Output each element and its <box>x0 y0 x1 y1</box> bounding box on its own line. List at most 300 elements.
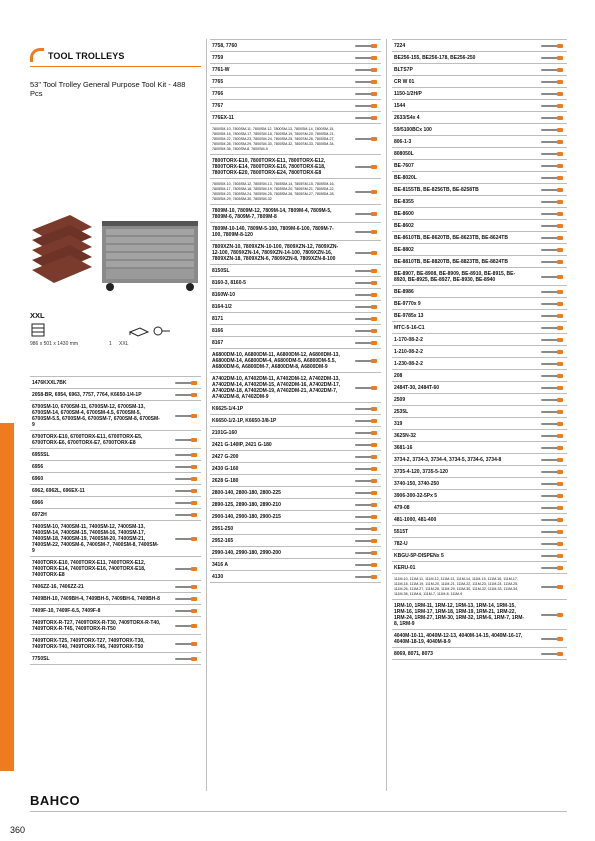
part-row <box>392 630 567 648</box>
tool-thumbnail-icon <box>353 291 379 299</box>
tool-thumbnail-icon <box>539 552 565 560</box>
part-row <box>392 490 567 502</box>
part-number: 7809M-10-140, 7809M-5-100, 7809M-6-100, 7809M-7-100, 7809M-8-120 <box>212 226 334 238</box>
part-number: 2633/S4x 4 <box>394 115 420 121</box>
part-number: CR W 01 <box>394 79 415 85</box>
page-number: 360 <box>10 825 26 835</box>
part-row <box>392 600 567 630</box>
tool-thumbnail-icon <box>539 324 565 332</box>
part-number: 8160-3, 8160-5 <box>212 280 246 286</box>
part-row <box>210 76 381 88</box>
part-number: K6650-1/2-1P, K6650-3/8-1P <box>212 418 277 424</box>
tool-thumbnail-icon <box>539 78 565 86</box>
tool-thumbnail-icon <box>353 303 379 311</box>
part-number: 1544 <box>394 103 406 109</box>
part-row <box>210 451 381 463</box>
tool-thumbnail-icon <box>173 607 199 615</box>
part-number: 2509 <box>394 397 406 403</box>
tool-thumbnail-icon <box>173 595 199 603</box>
part-row <box>392 442 567 454</box>
part-row <box>392 370 567 382</box>
tool-thumbnail-icon <box>539 246 565 254</box>
tool-thumbnail-icon <box>539 432 565 440</box>
tool-thumbnail-icon <box>353 489 379 497</box>
part-row <box>392 256 567 268</box>
tool-thumbnail-icon <box>539 396 565 404</box>
part-row <box>30 449 201 461</box>
part-number: 3906-300-32-5Px 5 <box>394 493 438 499</box>
cabinet-icon <box>102 221 198 291</box>
tool-trolley-image <box>30 175 201 297</box>
part-number: BE-8986 <box>394 289 414 295</box>
part-number: KBGU-5P-DISPENx 5 <box>394 553 444 559</box>
part-number: 6955SL <box>32 452 50 458</box>
part-number: BE-9785x 13 <box>394 313 424 319</box>
footer-rule <box>30 811 567 812</box>
part-number: 3735-4-120, 3735-5-120 <box>394 469 448 475</box>
tool-thumbnail-icon <box>539 583 565 591</box>
part-row <box>392 550 567 562</box>
part-row <box>210 112 381 124</box>
part-number: 2430 G-160 <box>212 466 239 472</box>
column-divider <box>206 39 207 791</box>
drawer-trays-icon <box>32 215 92 283</box>
part-row <box>392 100 567 112</box>
part-row <box>392 526 567 538</box>
part-number: 2058-BR, 6954, 6963, 7757, 7764, K6650-1/4-1P <box>32 392 142 398</box>
part-row <box>392 358 567 370</box>
dimensions: 986 x 501 x 1430 mm <box>30 341 79 347</box>
part-number: 7800SM-10, 7800SM-11, 7800SM-12, 7800SM-13, 7800SM-14, 7800SM-15, 7800SM-16, 7800SM-17, 7800SM-18, 7800SM-19, 7800SM-20, 7800SM-21, 7800SM-22, 7800SM-23, 7800SM-24, 7800SM-25, 7800SM-26, 7800SM-27, 7800SM-28, 7800SM-29, 7800SM-30, 7800SM-32, 7800SM-33, 7800SM-34, 7800SM-36, 7800SM-8, 7800SM-9 <box>212 127 335 151</box>
tool-thumbnail-icon <box>539 408 565 416</box>
part-row <box>210 373 381 403</box>
tool-thumbnail-icon <box>173 583 199 591</box>
part-number: BE-8810TB, BE-8820TB, BE-8823TB, BE-8824TB <box>394 259 508 265</box>
tool-thumbnail-icon <box>539 273 565 281</box>
part-row <box>392 232 567 244</box>
tool-thumbnail-icon <box>539 222 565 230</box>
part-number: 7761-W <box>212 67 230 73</box>
tool-thumbnail-icon <box>539 162 565 170</box>
tool-thumbnail-icon <box>353 441 379 449</box>
tool-thumbnail-icon <box>539 528 565 536</box>
part-number: 7406ZZ-16, 7406ZZ-21 <box>32 584 84 590</box>
part-number: 7809XZN-10, 7809XZN-10-100, 7809XZN-12, 7809XZN-12-100, 7809XZN-14, 7809XZN-14-100, 7809XZN-16, 7809XZN-18, 7809XZN-6, 7809XZN-8, 7809XZN-8-100 <box>212 244 339 262</box>
tool-thumbnail-icon <box>539 444 565 452</box>
tool-thumbnail-icon <box>173 391 199 399</box>
tape-icon <box>154 327 170 335</box>
tool-thumbnail-icon <box>173 535 199 543</box>
tool-thumbnail-icon <box>353 405 379 413</box>
tool-thumbnail-icon <box>539 611 565 619</box>
part-row <box>392 382 567 394</box>
part-row <box>392 244 567 256</box>
part-row <box>392 298 567 310</box>
part-number: 6962, 6962L, 696EX-11 <box>32 488 85 494</box>
part-row <box>392 64 567 76</box>
part-number: 8160W-10 <box>212 292 235 298</box>
part-row <box>210 277 381 289</box>
part-number: BLTS7P <box>394 67 413 73</box>
box-icon <box>130 328 148 336</box>
tool-thumbnail-icon <box>539 258 565 266</box>
part-row <box>30 473 201 485</box>
part-number: 1150-1/2H/P <box>394 91 422 97</box>
page-title: TOOL TROLLEYS <box>48 51 125 61</box>
part-row <box>30 509 201 521</box>
tool-thumbnail-icon <box>173 499 199 507</box>
product-subtitle: 53" Tool Trolley General Purpose Tool Kit - 488 Pcs <box>30 80 186 98</box>
part-number: BE-8155TB, BE-8256TB, BE-8258TB <box>394 187 479 193</box>
part-number: 7805SM-10, 7805SM-12, 7805SM-13, 7805SM-14, 7805SM-15, 7805SM-16, 7805SM-17, 7805SM-18, 7805SM-19, 7805SM-20, 7805SM-21, 7805SM-22, 7805SM-23, 7805SM-24, 7805SM-25, 7805SM-26, 7805SM-27, 7805SM-28, 7805SM-29, 7805SM-30, 7805SM-32 <box>212 182 335 201</box>
part-row <box>30 431 201 449</box>
part-row <box>392 39 567 52</box>
tool-thumbnail-icon <box>353 357 379 365</box>
tool-thumbnail-icon <box>539 372 565 380</box>
part-row <box>30 557 201 581</box>
part-row <box>30 635 201 653</box>
tool-thumbnail-icon <box>353 339 379 347</box>
part-row <box>392 418 567 430</box>
part-number: 782-U <box>394 541 408 547</box>
part-row <box>30 497 201 509</box>
tool-thumbnail-icon <box>173 475 199 483</box>
part-row <box>392 124 567 136</box>
part-number: 2900-140, 2900-180, 2900-215 <box>212 514 281 520</box>
part-row <box>30 461 201 473</box>
part-number: BE-8020L <box>394 175 417 181</box>
part-row <box>210 155 381 179</box>
part-number: 2800-140, 2800-180, 2800-225 <box>212 490 281 496</box>
part-number: 6972H <box>32 512 47 518</box>
part-row <box>30 605 201 617</box>
tool-thumbnail-icon <box>353 249 379 257</box>
part-number: 8166 <box>212 328 224 334</box>
tool-thumbnail-icon <box>539 198 565 206</box>
part-row <box>210 52 381 64</box>
part-number: 7750SL <box>32 656 50 662</box>
tool-thumbnail-icon <box>539 504 565 512</box>
part-number: 208 <box>394 373 403 379</box>
part-row <box>210 64 381 76</box>
tool-thumbnail-icon <box>173 379 199 387</box>
part-row <box>392 346 567 358</box>
tool-thumbnail-icon <box>539 126 565 134</box>
part-row <box>392 310 567 322</box>
tool-thumbnail-icon <box>539 186 565 194</box>
part-row <box>210 325 381 337</box>
part-number: 3740-150, 3740-250 <box>394 481 440 487</box>
tool-thumbnail-icon <box>353 267 379 275</box>
part-number: 7409BH-10, 7409BH-4, 7409BH-5, 7409BH-6, 7409BH-8 <box>32 596 160 602</box>
tool-thumbnail-icon <box>539 114 565 122</box>
part-row <box>30 376 201 389</box>
part-number: 7400TORX-E10, 7400TORX-E11, 7400TORX-E12, 7400TORX-E14, 7400TORX-E16, 7400TORX-E18, 7400TORX-E8 <box>32 560 146 578</box>
part-number: 481-1000, 481-400 <box>394 517 437 523</box>
part-row <box>392 538 567 550</box>
part-row <box>392 220 567 232</box>
tool-thumbnail-icon <box>353 465 379 473</box>
tool-thumbnail-icon <box>539 90 565 98</box>
cabinet-outline-icon <box>32 324 44 336</box>
part-number: BE-8610TB, BE-8620TB, BE-8623TB, BE-8624TB <box>394 235 508 241</box>
part-number: 7765 <box>212 79 224 85</box>
part-row <box>210 337 381 349</box>
part-row <box>392 196 567 208</box>
part-row <box>210 124 381 155</box>
part-row <box>392 562 567 574</box>
tool-thumbnail-icon <box>353 501 379 509</box>
part-number: 1-210-08-2-2 <box>394 349 423 355</box>
tool-thumbnail-icon <box>353 54 379 62</box>
tool-thumbnail-icon <box>539 492 565 500</box>
part-number: 6700TORX-E10, 6700TORX-E11, 6700TORX-E5, 6700TORX-E6, 6700TORX-E7, 6700TORX-E8 <box>32 434 143 446</box>
part-number: BE-8802 <box>394 247 414 253</box>
part-row <box>392 478 567 490</box>
part-number: BE-8602 <box>394 223 414 229</box>
part-number: 8167 <box>212 340 224 346</box>
part-row <box>392 502 567 514</box>
tool-thumbnail-icon <box>353 573 379 581</box>
part-number: 1-230-08-2-2 <box>394 361 423 367</box>
tool-thumbnail-icon <box>353 163 379 171</box>
tool-thumbnail-icon <box>353 228 379 236</box>
size-code: XXL <box>119 341 129 347</box>
part-number: 7766 <box>212 91 224 97</box>
tool-thumbnail-icon <box>539 468 565 476</box>
part-number: 6966 <box>32 500 44 506</box>
part-row <box>392 322 567 334</box>
part-number: 59/5100BCx 100 <box>394 127 432 133</box>
part-number: K6625-1/4-1P <box>212 406 244 412</box>
part-row <box>30 401 201 431</box>
part-row <box>210 547 381 559</box>
part-row <box>392 208 567 220</box>
part-number: BE-8907, BE-8908, BE-8909, BE-8910, BE-8915, BE-8920, BE-8925, BE-8927, BE-8930, BE-8940 <box>394 271 516 283</box>
tool-thumbnail-icon <box>539 384 565 392</box>
part-row <box>392 514 567 526</box>
tool-thumbnail-icon <box>173 565 199 573</box>
part-row <box>392 574 567 600</box>
part-number: 2535L <box>394 409 409 415</box>
part-number: 3625N-32 <box>394 433 416 439</box>
part-row <box>30 617 201 635</box>
part-row <box>392 136 567 148</box>
part-row <box>210 415 381 427</box>
part-row <box>392 394 567 406</box>
tool-thumbnail-icon <box>353 42 379 50</box>
part-number: 8171 <box>212 316 224 322</box>
tool-thumbnail-icon <box>539 138 565 146</box>
tool-thumbnail-icon <box>539 564 565 572</box>
part-number: 111M-10, 111M-11, 111M-12, 111M-13, 111M-14, 111M-15, 111M-16, 111M-17, 111M-18, 111M-19, 111M-20, 111M-21, 111M-22, 111M-23, 111M-24, 111M-25, 111M-26, 111M-27, 111M-28, 111M-29, 111M-30, 111M-32, 111M-33, 111M-34, 111M-36, 111M-6, 111M-7, 111M-8, 111M-9 <box>394 577 519 596</box>
part-number: BE-7607 <box>394 163 414 169</box>
tool-thumbnail-icon <box>539 312 565 320</box>
part-row <box>392 454 567 466</box>
part-number: 7800TORX-E10, 7800TORX-E11, 7800TORX-E12, 7800TORX-E14, 7800TORX-E16, 7800TORX-E18, 7800TORX-E20, 7800TORX-E24, 7800TORX-E8 <box>212 158 326 176</box>
part-row <box>30 593 201 605</box>
part-row <box>210 499 381 511</box>
part-row <box>392 148 567 160</box>
tool-thumbnail-icon <box>539 42 565 50</box>
part-number: 4040M-10-11, 4040M-12-13, 4040M-14-15, 4040M-16-17, 4040M-18-19, 4040M-8-9 <box>394 633 523 645</box>
part-row <box>30 521 201 557</box>
section-header <box>30 46 201 68</box>
part-row <box>210 100 381 112</box>
tool-thumbnail-icon <box>173 622 199 630</box>
part-row <box>30 485 201 497</box>
tool-thumbnail-icon <box>353 327 379 335</box>
part-number: 2484T-30, 2484T-60 <box>394 385 440 391</box>
part-number: 7409F-10, 7409F-6.5, 7409F-8 <box>32 608 101 614</box>
tool-thumbnail-icon <box>539 210 565 218</box>
tool-thumbnail-icon <box>539 150 565 158</box>
part-row <box>210 205 381 223</box>
part-number: 3681-16 <box>394 445 413 451</box>
part-row <box>392 184 567 196</box>
tool-thumbnail-icon <box>173 463 199 471</box>
tool-thumbnail-icon <box>353 453 379 461</box>
part-number: 2952-165 <box>212 538 234 544</box>
part-number: 7809M-10, 7809M-12, 7809M-14, 7809M-4, 7809M-5, 7809M-6, 7809M-7, 7809M-8 <box>212 208 332 220</box>
tool-thumbnail-icon <box>539 348 565 356</box>
tool-thumbnail-icon <box>539 456 565 464</box>
part-row <box>210 301 381 313</box>
part-number: 8150SL <box>212 268 230 274</box>
tool-thumbnail-icon <box>353 90 379 98</box>
part-number: 3416 A <box>212 562 228 568</box>
part-row <box>30 389 201 401</box>
part-number: KERU-01 <box>394 565 416 571</box>
part-number: 2890-125, 2890-180, 2890-210 <box>212 502 281 508</box>
tool-thumbnail-icon <box>353 384 379 392</box>
tool-thumbnail-icon <box>539 288 565 296</box>
tool-thumbnail-icon <box>353 429 379 437</box>
tool-thumbnail-icon <box>353 279 379 287</box>
tool-thumbnail-icon <box>173 487 199 495</box>
part-row <box>210 511 381 523</box>
part-row <box>210 463 381 475</box>
tool-thumbnail-icon <box>353 561 379 569</box>
part-row <box>392 76 567 88</box>
part-number: 2990-140, 2990-180, 2990-200 <box>212 550 281 556</box>
tool-thumbnail-icon <box>353 525 379 533</box>
part-number: BE-8355 <box>394 199 414 205</box>
tool-thumbnail-icon <box>539 480 565 488</box>
part-row <box>210 265 381 277</box>
part-number: 2628 G-180 <box>212 478 239 484</box>
part-row <box>210 571 381 583</box>
part-row <box>392 52 567 64</box>
parts-column-2 <box>210 39 381 583</box>
part-row <box>392 172 567 184</box>
part-number: 7400SM-10, 7400SM-11, 7400SM-12, 7400SM-13, 7400SM-14, 7400SM-15, 7400SM-16, 7400SM-17, 7400SM-18, 7400SM-19, 7400SM-20, 7400SM-21, 7400SM-22, 7400SM-6, 7400SM-7, 7400SM-8, 7400SM-9 <box>32 524 159 554</box>
tool-thumbnail-icon <box>353 417 379 425</box>
part-number: 319 <box>394 421 403 427</box>
part-row <box>210 289 381 301</box>
hook-icon <box>30 48 44 62</box>
part-row <box>392 334 567 346</box>
part-number: BE-8600 <box>394 211 414 217</box>
size-label: XXL <box>30 311 45 320</box>
tool-thumbnail-icon <box>353 210 379 218</box>
part-row <box>392 160 567 172</box>
part-number: 7409TORX-T25, 7409TORX-T27, 7409TORX-T30, 7409TORX-T40, 7409TORX-T45, 7409TORX-T50 <box>32 638 145 650</box>
quantity: 1 <box>109 341 112 347</box>
brand-logo: BAHCO <box>30 793 81 808</box>
part-row <box>210 223 381 241</box>
part-row <box>210 523 381 535</box>
part-number: 1476KXXL7BK <box>32 380 67 386</box>
part-number: 2421 G-140IP, 2421 G-180 <box>212 442 272 448</box>
tool-thumbnail-icon <box>353 315 379 323</box>
part-row <box>210 559 381 571</box>
part-number: 4130 <box>212 574 224 580</box>
part-row <box>210 241 381 265</box>
tool-thumbnail-icon <box>353 78 379 86</box>
tool-thumbnail-icon <box>173 511 199 519</box>
part-number: 776EX-11 <box>212 115 234 121</box>
tool-thumbnail-icon <box>353 102 379 110</box>
part-number: A7402DM-10, A7402DM-11, A7402DM-12, A7402DM-13, A7402DM-14, A7402DM-15, A7402DM-16, A7402DM-17, A7402DM-18, A7402DM-19, A7402DM-21, A7402DM-7, A7402DM-8, A7402DM-9 <box>212 376 341 400</box>
part-number: 7759 <box>212 55 224 61</box>
tool-thumbnail-icon <box>539 420 565 428</box>
part-number: 3734-2, 3734-3, 3734-4, 3734-5, 3734-6, 3734-8 <box>394 457 502 463</box>
spec-icons <box>30 322 201 338</box>
tool-thumbnail-icon <box>539 234 565 242</box>
tool-thumbnail-icon <box>539 635 565 643</box>
tool-thumbnail-icon <box>539 540 565 548</box>
header-rule <box>30 66 201 67</box>
part-number: 5515T <box>394 529 409 535</box>
part-row <box>392 466 567 478</box>
tool-thumbnail-icon <box>173 655 199 663</box>
part-row <box>210 535 381 547</box>
part-number: 6960 <box>32 476 44 482</box>
part-row <box>210 39 381 52</box>
part-row <box>392 268 567 286</box>
tool-thumbnail-icon <box>173 640 199 648</box>
part-row <box>210 475 381 487</box>
tool-thumbnail-icon <box>353 549 379 557</box>
part-number: 808050L <box>394 151 414 157</box>
parts-column-1 <box>30 376 201 665</box>
part-row <box>392 406 567 418</box>
tool-thumbnail-icon <box>173 412 199 420</box>
column-divider <box>386 39 387 791</box>
part-row <box>210 427 381 439</box>
sidebar-tab <box>0 423 14 771</box>
part-number: 2101G-160 <box>212 430 238 436</box>
part-row <box>210 313 381 325</box>
part-number: BE-9770x 9 <box>394 301 421 307</box>
parts-column-3 <box>392 39 567 660</box>
part-number: 7758, 7760 <box>212 43 238 49</box>
part-row <box>392 112 567 124</box>
part-row <box>210 349 381 373</box>
tool-thumbnail-icon <box>173 451 199 459</box>
part-row <box>210 439 381 451</box>
tool-thumbnail-icon <box>539 174 565 182</box>
part-number: 8164-1/2 <box>212 304 232 310</box>
part-number: 479-08 <box>394 505 410 511</box>
part-number: BE256-155, BE256-178, BE256-250 <box>394 55 476 61</box>
tool-thumbnail-icon <box>539 360 565 368</box>
part-row <box>210 487 381 499</box>
part-number: 1RM-10, 1RM-11, 1RM-12, 1RM-13, 1RM-14, 1RM-15, 1RM-16, 1RM-17, 1RM-18, 1RM-19, 1RM-21, 1RM-22, 1RM-24, 1RM-27, 1RM-30, 1RM-32, 1RM-6, 1RM-7, 1RM-8, 1RM-9 <box>394 603 525 627</box>
part-number: 1-170-08-2-2 <box>394 337 423 343</box>
tool-thumbnail-icon <box>353 135 379 143</box>
